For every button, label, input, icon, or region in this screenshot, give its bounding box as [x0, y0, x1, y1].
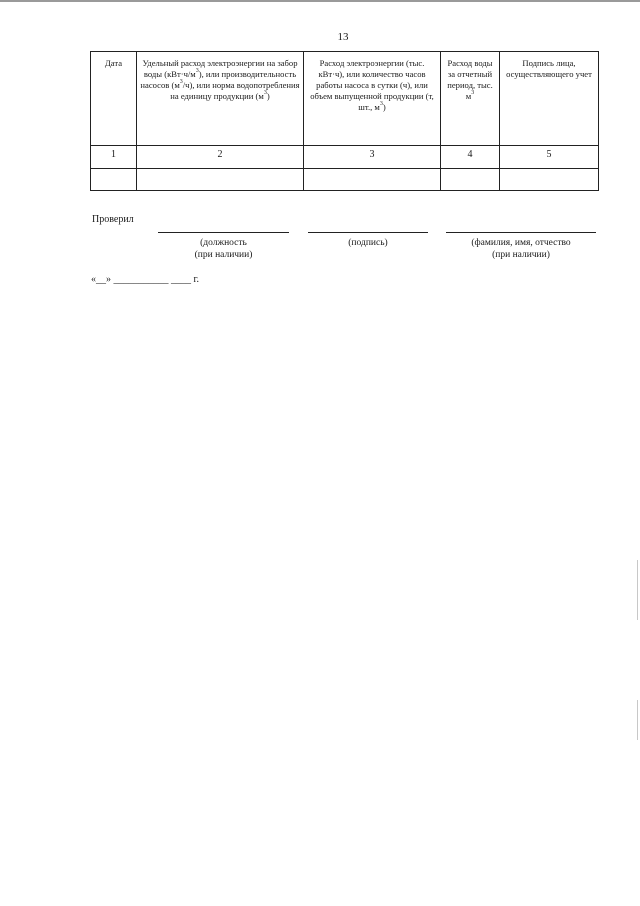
position-caption: (должность (при наличии): [194, 238, 253, 260]
empty-cell-water-use[interactable]: [441, 169, 500, 191]
empty-cell-energy-specific[interactable]: [137, 169, 304, 191]
header-signature: Подпись лица, осуществляющего учет: [500, 52, 599, 146]
header-date: Дата: [91, 52, 137, 146]
column-number: 3: [304, 146, 441, 169]
signature-caption: (подпись): [348, 238, 388, 248]
empty-cell-signature[interactable]: [500, 169, 599, 191]
page-top-edge: [0, 0, 640, 2]
page-number: 13: [337, 31, 349, 43]
column-number: 4: [441, 146, 500, 169]
empty-cell-date[interactable]: [91, 169, 137, 191]
signature-line[interactable]: [308, 232, 428, 233]
header-energy-specific: Удельный расход электроэнергии на забор воды $(кВт\cdot ч/м^3)$, или производительность насосов $(м^3/ч)$, или норма водопотребления на единицу продукции $(м^3)$: [137, 52, 304, 146]
metering-log-table: [90, 51, 599, 191]
checked-by-label: Проверил: [92, 214, 134, 225]
full-name-line[interactable]: [446, 232, 596, 233]
table-header-row: [91, 52, 599, 146]
header-water-use: Расход воды за отчетный период, тыс. $м^3$: [441, 52, 500, 146]
position-line[interactable]: [158, 232, 289, 233]
column-number: 1: [91, 146, 137, 169]
header-energy-use: Расход электроэнергии (тыс. кВт·ч), или количество часов работы насоса в сутки (ч), или объем выпущенной продукции (т, шт., $м^3$): [304, 52, 441, 146]
date-field[interactable]: «__» ___________ ____ г.: [91, 274, 199, 285]
scan-edge-mark: [637, 700, 638, 740]
table-row-empty: [91, 169, 599, 191]
table-row-column-numbers: [91, 146, 599, 169]
empty-cell-energy-use[interactable]: [304, 169, 441, 191]
column-number: 2: [137, 146, 304, 169]
full-name-caption: (фамилия, имя, отчество (при наличии): [471, 238, 571, 260]
column-number: 5: [500, 146, 599, 169]
scan-edge-mark: [637, 560, 638, 620]
